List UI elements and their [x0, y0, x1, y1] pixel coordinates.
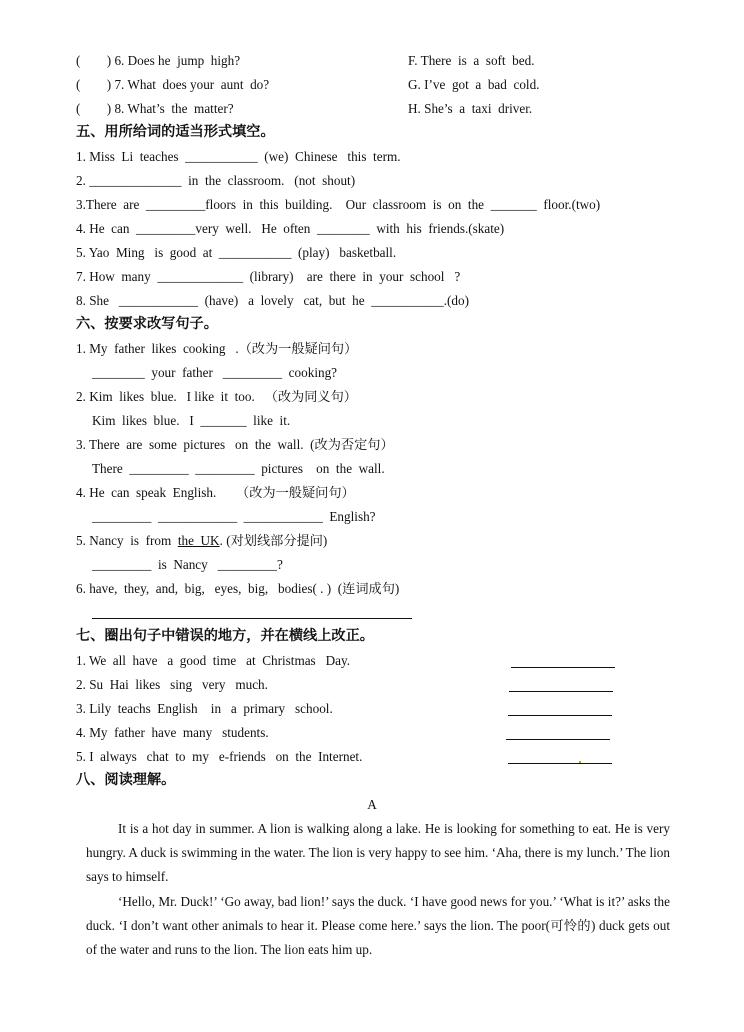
section-6-question-2: 2. Kim likes blue. I like it too. （改为同义句）	[76, 389, 357, 404]
correction-line-1	[511, 667, 615, 668]
section-6-question-1: 1. My father likes cooking .（改为一般疑问句）	[76, 341, 358, 356]
correction-line-5	[508, 763, 612, 764]
section-6-answer-3: There _________ _________ pictures on the wall.	[92, 461, 385, 476]
section-6-question-5	[76, 533, 327, 549]
section-6-question-6: 6. have, they, and, big, eyes, big, bodies( . ) (连词成句)	[76, 581, 400, 596]
section-8-heading: 八、阅读理解。	[76, 772, 176, 788]
section-7-heading: 七、圈出句子中错误的地方，并在横线上改正。	[76, 628, 374, 644]
passage-title: A	[367, 797, 377, 812]
stray-mark	[579, 761, 581, 763]
section-6-answer-5: _________ is Nancy _________?	[92, 557, 283, 572]
section-6-answer-line-6	[92, 618, 412, 619]
section-6-answer-2: Kim likes blue. I _______ like it.	[92, 413, 291, 428]
matching-question-8: ( ) 8. What’s the matter?	[76, 101, 234, 116]
section-5-item-5: 5. Yao Ming is good at ___________ (play) basketball.	[76, 245, 397, 260]
matching-question-6: ( ) 6. Does he jump high?	[76, 53, 241, 68]
section-6-heading: 六、按要求改写句子。	[76, 316, 218, 332]
correction-line-3	[508, 715, 612, 716]
section-5-item-7: 7. How many _____________ (library) are there in your school ?	[76, 269, 461, 284]
section-7-item-5: 5. I always chat to my e-friends on the Internet.	[76, 749, 363, 764]
section-6-question-5-suffix: . (对划线部分提问)	[219, 533, 328, 548]
section-5-item-8: 8. She ____________ (have) a lovely cat, but he ___________.(do)	[76, 293, 469, 308]
section-6-answer-4: _________ ____________ ____________ English?	[92, 509, 376, 524]
correction-line-4	[506, 739, 610, 740]
section-7-item-4: 4. My father have many students.	[76, 725, 269, 740]
section-5-heading: 五、用所给词的适当形式填空。	[76, 124, 275, 140]
passage-paragraph-2: ‘Hello, Mr. Duck!’ ‘Go away, bad lion!’ says the duck. ‘I have good news for you.’ ‘What is it?’ asks the duck. ‘I don’t want other animals to hear it. Please come here.’ says the lion. The poor(可怜的) duck gets out of the water and runs to the lion. The lion eats him up.	[86, 894, 670, 958]
matching-answer-f: F. There is a soft bed.	[408, 53, 535, 68]
section-7-item-1: 1. We all have a good time at Christmas Day.	[76, 653, 350, 668]
section-6-question-4: 4. He can speak English. （改为一般疑问句）	[76, 485, 355, 500]
section-5-item-1: 1. Miss Li teaches ___________ (we) Chinese this term.	[76, 149, 401, 164]
section-7-item-2: 2. Su Hai likes sing very much.	[76, 677, 268, 692]
section-5-item-2: 2. ______________ in the classroom. (not shout)	[76, 173, 356, 188]
matching-answer-g: G. I’ve got a bad cold.	[408, 77, 540, 92]
matching-answer-h: H. She’s a taxi driver.	[408, 101, 533, 116]
matching-question-7: ( ) 7. What does your aunt do?	[76, 77, 270, 92]
section-6-question-3: 3. There are some pictures on the wall. (改为否定句）	[76, 437, 394, 452]
section-6-question-5-prefix: 5. Nancy is from	[76, 533, 178, 548]
section-6-answer-1: ________ your father _________ cooking?	[92, 365, 338, 380]
section-7-item-3: 3. Lily teachs English in a primary school.	[76, 701, 333, 716]
section-5-item-4: 4. He can _________very well. He often ________ with his friends.(skate)	[76, 221, 505, 236]
correction-line-2	[509, 691, 613, 692]
underlined-phrase: the UK	[177, 533, 220, 548]
section-5-item-3: 3.There are _________floors in this building. Our classroom is on the _______ floor.(two)	[76, 197, 601, 212]
passage-paragraph-1: It is a hot day in summer. A lion is walking along a lake. He is looking for something to eat. He is very hungry. A duck is swimming in the water. The lion is very happy to see him. ‘Aha, there is my lunch.’ The lion says to himself.	[86, 821, 670, 885]
